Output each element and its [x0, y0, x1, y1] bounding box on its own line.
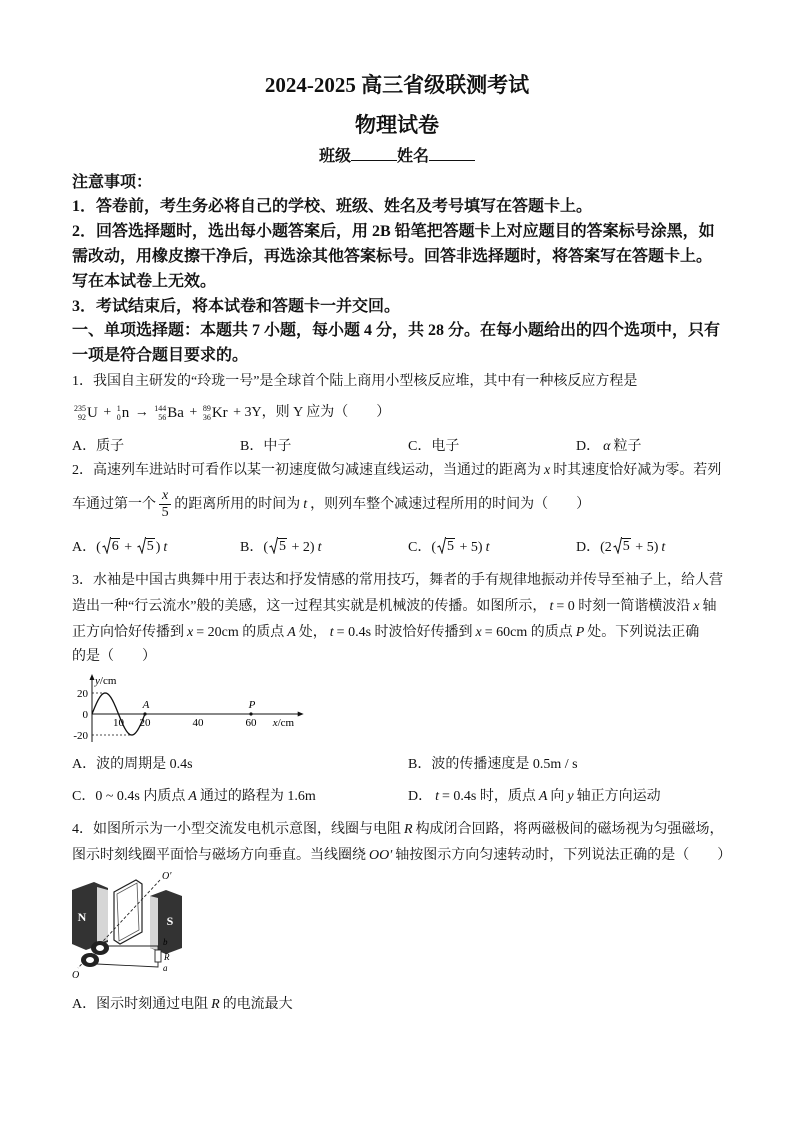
math-variable: A — [287, 625, 296, 640]
nuclide-symbol — [117, 400, 130, 426]
resistor-label: R — [164, 952, 170, 962]
question-2-option-a — [72, 536, 170, 560]
text-run: 通过的路程为 1.6m — [199, 789, 316, 804]
wire-a — [97, 962, 158, 967]
fraction-numerator — [159, 488, 171, 505]
text-run: + 5) — [456, 540, 483, 555]
slip-ring-hole — [86, 957, 94, 963]
text-run: 的电流最大 — [222, 997, 293, 1012]
option-label: C． — [72, 789, 96, 804]
option-content — [263, 540, 324, 555]
section-heading-line: 一项是符合题目要求的。 — [72, 347, 249, 364]
radicand: 5 — [279, 539, 287, 554]
y-axis-arrow — [90, 674, 95, 680]
resistor — [155, 950, 161, 962]
y-tick-label: 0 — [82, 709, 88, 721]
axis-bottom-label: O — [72, 970, 80, 981]
text-run: 波的传播速度是 0.5m / s — [431, 757, 578, 772]
text-run: + — [120, 540, 136, 555]
text-run: 造出一种“行云流水”般的美感，这一过程其实就是机械波的传播。如图所示， — [72, 599, 547, 614]
text-run: 的是（ ） — [72, 649, 156, 664]
section-heading-line: 一、单项选择题：本题共 7 小题，每小题 4 分，共 28 分。在每小题给出的四个选项中，只有 — [72, 322, 721, 339]
radical-sign — [269, 537, 278, 554]
math-variable: OO′ — [369, 848, 393, 863]
question-1-option-c — [408, 435, 459, 459]
text-run: 3．水袖是中国古典舞中用于表达和抒发情感的常用技巧，舞者的手有规律地振动并传导至袖子上，给人营 — [72, 573, 723, 588]
element-symbol: U — [87, 405, 98, 421]
question-1-option-a — [72, 435, 124, 459]
radical-sign — [102, 537, 111, 554]
option-content — [96, 540, 170, 555]
question-3-stem — [72, 646, 156, 668]
name-blank — [429, 146, 475, 161]
option-content — [96, 997, 293, 1012]
text-run: 轴正方向运动 — [576, 789, 661, 804]
math-variable: R — [211, 997, 220, 1012]
point-marker — [249, 712, 252, 715]
text-run: = 0.4s 时，质点 — [442, 789, 536, 804]
math-variable: x — [544, 463, 551, 478]
question-3-option-d — [408, 785, 661, 809]
question-1-option-b — [240, 435, 291, 459]
text-run: 4．如图所示为一小型交流发电机示意图，线圈与电阻 — [72, 822, 401, 837]
text-run: 正方向恰好传播到 — [72, 625, 184, 640]
math-variable: x — [162, 488, 169, 504]
x-axis-variable: x — [272, 717, 278, 729]
option-label: A． — [72, 540, 97, 555]
class-label: 班级 — [318, 148, 351, 165]
notice-line: 需改动，用橡皮擦干净后，再选涂其他答案标号。回答非选择题时，将答案写在答题卡上。 — [72, 248, 713, 265]
question-2-option-d — [576, 536, 668, 560]
x-tick-label: 40 — [192, 717, 204, 729]
math-variable: t — [163, 540, 168, 555]
option-content — [96, 757, 192, 772]
nuclide-symbol — [74, 400, 98, 426]
text-run: + 5) — [631, 540, 659, 555]
text-run: 粒子 — [613, 439, 642, 454]
y-tick-label: -20 — [73, 730, 88, 742]
option-content — [600, 439, 641, 454]
north-label: N — [77, 910, 87, 924]
text-run: 轴按图示方向匀速转动时，下列说法正确的是（ ） — [395, 848, 732, 863]
x-axis-arrow — [298, 712, 304, 717]
option-label: B． — [408, 757, 432, 772]
square-root — [137, 537, 155, 554]
question-3-stem — [72, 622, 699, 644]
math-variable: y — [567, 789, 574, 804]
subject-title: 物理试卷 — [355, 113, 439, 137]
text-run: = 0.4s 时波恰好传播到 — [336, 625, 473, 640]
fraction-denominator — [162, 505, 169, 521]
math-variable: t — [303, 497, 308, 512]
question-3-option-c — [72, 785, 316, 809]
generator-diagram — [70, 870, 185, 982]
option-content — [95, 789, 315, 804]
text-run: 5 — [161, 505, 169, 521]
element-symbol: Ba — [167, 405, 184, 421]
text-run: 0 ~ 0.4s 内质点 — [95, 789, 186, 804]
math-variable: A — [538, 789, 548, 804]
point-label: A — [142, 699, 150, 711]
square-root — [102, 537, 120, 554]
math-variable: α — [603, 439, 611, 454]
notice-line: 写在本试卷上无效。 — [72, 273, 217, 290]
slip-ring-hole — [96, 945, 104, 951]
radicand: 5 — [447, 539, 455, 554]
text-run: 图示时刻线圈平面恰与磁场方向垂直。当线圈绕 — [72, 848, 366, 863]
text-run: 电子 — [431, 439, 460, 454]
x-tick-label: 20 — [139, 717, 151, 729]
axis-top-label: O′ — [162, 871, 172, 882]
charge-number: 36 — [202, 413, 211, 422]
text-run: ) — [155, 540, 161, 555]
square-root — [269, 537, 287, 554]
option-content — [96, 439, 124, 454]
y-axis-unit: /cm — [99, 675, 117, 687]
text-run: 波的周期是 0.4s — [96, 757, 193, 772]
coil — [114, 880, 142, 944]
y-tick-label: 20 — [77, 688, 88, 700]
radicand: 5 — [622, 539, 630, 554]
terminal-a-label: a — [163, 963, 168, 973]
text-run: → — [131, 405, 153, 421]
option-label: C． — [408, 540, 432, 555]
question-4-option-a — [72, 993, 293, 1017]
text-run: 处。下列说法正确 — [587, 625, 700, 640]
nuclide-numbers — [154, 404, 166, 422]
option-content — [431, 439, 459, 454]
radical-sign — [437, 537, 446, 554]
x-tick-label: 10 — [113, 717, 124, 729]
question-3-stem — [72, 596, 716, 618]
option-label: D． — [576, 540, 601, 555]
question-1-equation — [72, 400, 390, 426]
question-3-stem — [72, 570, 723, 592]
option-label: A． — [72, 757, 97, 772]
text-run: ，则列车整个减速过程所用的时间为（ ） — [310, 497, 591, 512]
question-2-stem — [72, 486, 590, 524]
text-run: = 60cm 的质点 — [484, 625, 573, 640]
wave-graph — [60, 672, 310, 748]
exam-title: 2024-2025 高三省级联测考试 — [264, 73, 530, 97]
notice-line: 1．答卷前，考生务必将自己的学校、班级、姓名及考号填写在答题卡上。 — [72, 198, 593, 215]
name-label: 姓名 — [397, 148, 430, 165]
terminal-b-label: b — [163, 937, 168, 947]
question-1-stem — [72, 371, 637, 393]
math-variable: t — [329, 625, 334, 640]
text-run: 质子 — [96, 439, 125, 454]
x-tick-label: 60 — [245, 717, 257, 729]
text-run: + — [185, 405, 201, 421]
text-run: 中子 — [263, 439, 292, 454]
text-run: + 2) — [288, 540, 315, 555]
option-content — [431, 757, 577, 772]
option-label: B． — [240, 439, 264, 454]
math-variable: t — [435, 789, 440, 804]
notice-line: 2．回答选择题时，选出每小题答案后，用 2B 铅笔把答题卡上对应题目的答案标号涂黑，如 — [72, 223, 715, 240]
square-root — [437, 537, 455, 554]
mass-number: 1 — [116, 404, 121, 413]
charge-number: 0 — [116, 413, 121, 422]
option-label: A． — [72, 997, 97, 1012]
math-variable: R — [404, 822, 413, 837]
charge-number: 92 — [78, 413, 86, 422]
option-content — [432, 789, 661, 804]
text-run: ( — [263, 540, 269, 555]
option-label: C． — [408, 439, 432, 454]
text-run: 车通过第一个 — [72, 497, 156, 512]
question-3-option-a — [72, 753, 193, 777]
text-run: 处， — [298, 625, 327, 640]
question-1-option-d — [576, 435, 641, 459]
question-4-stem — [72, 819, 724, 841]
text-run: ，则 Y 应为（ ） — [261, 405, 391, 421]
square-root — [613, 537, 631, 554]
y-axis-label — [94, 675, 117, 687]
text-run: 的距离所用的时间为 — [174, 497, 301, 512]
nuclide-symbol — [203, 400, 228, 426]
math-variable: t — [661, 540, 666, 555]
nuclide-numbers — [203, 404, 211, 422]
math-variable: x — [187, 625, 194, 640]
text-run: 1．我国自主研发的“玲珑一号”是全球首个陆上商用小型核反应堆，其中有一种核反应方程是 — [72, 374, 638, 389]
radical-sign — [137, 537, 146, 554]
radicand: 6 — [111, 539, 119, 554]
radical-sign — [613, 537, 622, 554]
math-variable: t — [549, 599, 554, 614]
math-variable: A — [188, 789, 197, 804]
x-axis-label — [272, 717, 295, 729]
question-2-stem — [72, 460, 721, 482]
text-run: + 3Y — [229, 405, 262, 421]
text-run: + — [99, 405, 115, 421]
option-label: B． — [240, 540, 264, 555]
point-marker — [143, 712, 146, 715]
question-3-option-b — [408, 753, 578, 777]
text-run: = 0 时刻一简谐横波沿 — [556, 599, 691, 614]
text-run: (2 — [600, 540, 612, 555]
text-run: 2．高速列车进站时可看作以某一初速度做匀减速直线运动，当通过的距离为 — [72, 463, 541, 478]
mass-number: 89 — [202, 404, 211, 413]
fraction — [159, 488, 171, 521]
option-label: D． — [408, 789, 433, 804]
math-variable: t — [317, 540, 322, 555]
mass-number: 235 — [74, 404, 86, 413]
question-4-stem — [72, 845, 731, 867]
math-variable: t — [485, 540, 490, 555]
nuclide-symbol — [154, 400, 184, 426]
point-label: P — [248, 699, 256, 711]
notice-line: 3．考试结束后，将本试卷和答题卡一并交回。 — [72, 298, 401, 315]
option-content — [263, 439, 291, 454]
math-variable: P — [575, 625, 585, 640]
nuclide-numbers — [74, 404, 86, 422]
element-symbol: n — [121, 405, 130, 421]
mass-number: 144 — [154, 404, 167, 413]
class-blank — [351, 146, 397, 161]
coil-inner — [117, 883, 139, 941]
question-2-option-b — [240, 536, 324, 560]
text-run: ( — [431, 540, 437, 555]
text-run: 轴 — [702, 599, 717, 614]
north-pole-face — [97, 887, 108, 944]
option-content — [600, 540, 668, 555]
text-run: 时其速度恰好减为零。若列 — [553, 463, 722, 478]
student-info — [0, 146, 794, 168]
element-symbol: Kr — [211, 405, 228, 421]
math-variable: x — [693, 599, 700, 614]
radicand: 5 — [146, 539, 154, 554]
text-run: 构成闭合回路，将两磁极间的磁场视为匀强磁场， — [415, 822, 724, 837]
notice-heading: 注意事项： — [72, 174, 153, 191]
y-axis-variable: y — [95, 675, 100, 687]
charge-number: 56 — [158, 413, 167, 422]
text-run: = 20cm 的质点 — [196, 625, 285, 640]
x-axis-unit: /cm — [277, 717, 295, 729]
math-variable: x — [475, 625, 482, 640]
option-label: A． — [72, 439, 97, 454]
question-2-option-c — [408, 536, 492, 560]
south-label: S — [166, 914, 174, 928]
nuclide-numbers — [117, 404, 121, 422]
text-run: 向 — [550, 789, 565, 804]
text-run: 图示时刻通过电阻 — [96, 997, 209, 1012]
south-pole-face — [150, 896, 158, 950]
text-run: ( — [96, 540, 101, 555]
option-content — [431, 540, 492, 555]
option-label: D． — [576, 439, 601, 454]
